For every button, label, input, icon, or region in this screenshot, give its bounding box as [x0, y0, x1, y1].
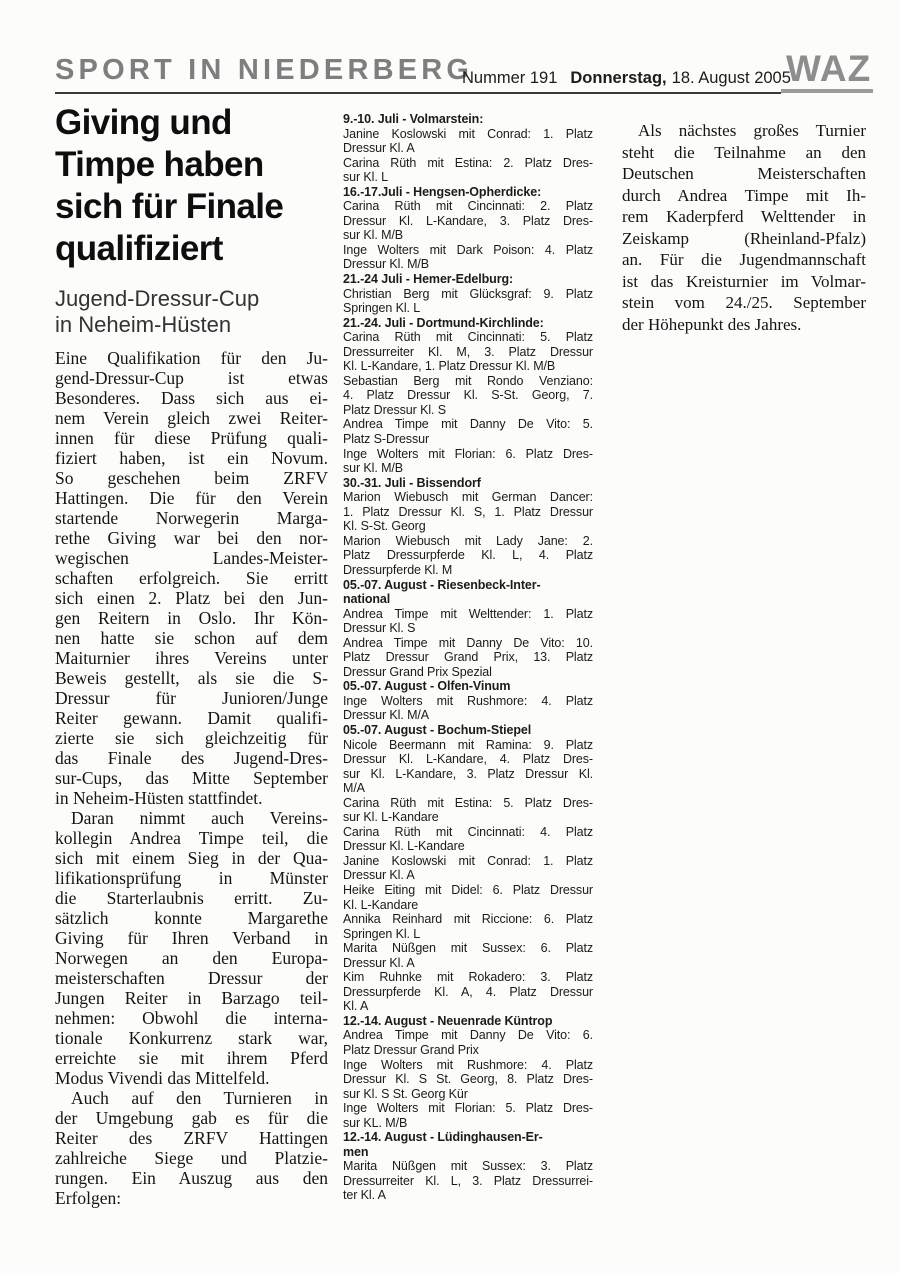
result-section — [343, 316, 593, 476]
result-line: Springen Kl. L — [343, 926, 421, 941]
result-line: Janine Koslowski mit Conrad: 1. Platz — [343, 853, 593, 868]
result-entry — [343, 330, 593, 374]
result-date-header-line: 12.-14. August - Lüdinghausen-Er- — [343, 1130, 543, 1145]
result-entry — [343, 1101, 593, 1130]
result-line: Dressur Kl. A — [343, 955, 415, 970]
result-line: Nicole Beermann mit Ramina: 9. Platz — [343, 737, 593, 752]
body-line: Dressur für Junioren/Junge — [55, 688, 328, 708]
body-line: die Starterlaubnis erritt. Zu- — [55, 888, 328, 908]
body-line: Auch auf den Turnieren in — [71, 1088, 328, 1108]
header-rule-dark — [55, 92, 781, 94]
result-entry — [343, 738, 593, 796]
result-line: Kim Ruhnke mit Rokadero: 3. Platz — [343, 970, 593, 985]
result-date-header-line: men — [343, 1144, 369, 1159]
headline-line: sich für Finale — [55, 187, 284, 226]
body-line: schaften erfolgreich. Sie erritt — [55, 568, 328, 588]
headline — [55, 102, 328, 270]
body-line: innen für diese Prüfung quali- — [55, 428, 328, 448]
result-entry — [343, 636, 593, 680]
result-section — [343, 185, 593, 272]
result-entry — [343, 447, 593, 476]
body-line: zierte sie sich gleichzeitig für — [55, 728, 328, 748]
result-line: Platz Dressur Kl. S — [343, 402, 446, 417]
body-line: So geschehen beim ZRFV — [55, 468, 328, 488]
body-line: nehmen: Obwohl die interna- — [55, 1008, 328, 1028]
body-line: sich einen 2. Platz bei den Jun- — [55, 588, 328, 608]
result-line: Marita Nüßgen mit Sussex: 3. Platz — [343, 1159, 593, 1174]
result-line: Kl. L-Kandare — [343, 897, 419, 912]
body-line: sur-Cups, das Mitte September — [55, 768, 328, 788]
result-line: Carina Rüth mit Cincinnati: 4. Platz — [343, 824, 593, 839]
body-line: der Umgebung gab es für die — [55, 1108, 328, 1128]
result-entry — [343, 825, 593, 854]
result-date-header-line: 05.-07. August - Olfen-Vinum — [343, 679, 511, 694]
result-line: Inge Wolters mit Florian: 6. Platz Dres- — [343, 446, 593, 461]
body-right — [622, 120, 866, 335]
result-entry — [343, 941, 593, 970]
result-entry — [343, 374, 593, 418]
result-entry — [343, 156, 593, 185]
subhead-line: in Neheim-Hüsten — [55, 312, 232, 337]
result-date-header-line: 21.-24. Juli - Dortmund-Kirchlinde: — [343, 315, 544, 330]
result-entry — [343, 243, 593, 272]
result-line: Dressur Grand Prix Spezial — [343, 664, 492, 679]
result-line: Andrea Timpe mit Welttender: 1. Platz — [343, 606, 593, 621]
body-line: lifikationsprüfung in Münster — [55, 868, 328, 888]
result-entry — [343, 1058, 593, 1102]
result-line: Dressur Kl. S St. Georg, 8. Platz Dres- — [343, 1072, 593, 1087]
body-line: zahlreiche Siege und Platzie- — [55, 1148, 328, 1168]
article-left-column — [55, 102, 328, 1208]
result-entry — [343, 417, 593, 446]
result-line: sur Kl. L-Kandare, 3. Platz Dressur Kl. — [343, 766, 593, 781]
body-line: meisterschaften Dressur der — [55, 968, 328, 988]
body-line: wegischen Landes-Meister- — [55, 548, 328, 568]
body-line: durch Andrea Timpe mit Ih- — [622, 185, 866, 205]
body-line: Eine Qualifikation für den Ju- — [55, 348, 328, 368]
result-section — [343, 272, 593, 316]
body-line: Hattingen. Die für den Verein — [55, 488, 328, 508]
result-line: Dressur Kl. A — [343, 141, 415, 156]
subhead — [55, 286, 328, 338]
body-line: Reiter des ZRFV Hattingen — [55, 1128, 328, 1148]
result-line: Carina Rüth mit Estina: 2. Platz Dres- — [343, 155, 593, 170]
result-line: Platz Dressur Grand Prix — [343, 1043, 479, 1057]
result-date-header-line: 05.-07. August - Riesenbeck-Inter- — [343, 577, 541, 592]
result-entry — [343, 694, 593, 723]
paragraph — [55, 348, 328, 808]
result-entry — [343, 883, 593, 912]
headline-line: Giving und — [55, 103, 232, 142]
body-line: tionale Konkurrenz stark war, — [55, 1028, 328, 1048]
result-line: Heike Eiting mit Didel: 6. Platz Dressur — [343, 882, 593, 897]
result-line: Kl. S-St. Georg — [343, 519, 426, 534]
result-line: sur Kl. L-Kandare — [343, 810, 439, 825]
result-entry — [343, 1028, 593, 1057]
paragraph — [55, 808, 328, 1088]
result-line: Inge Wolters mit Rushmore: 4. Platz — [343, 1057, 593, 1072]
body-line: rem Kaderpferd Welttender in — [622, 207, 866, 226]
result-line: Kl. A — [343, 999, 369, 1014]
body-line: fiziert haben, ist ein Novum. — [55, 448, 328, 468]
result-line: sur Kl. M/B — [343, 228, 404, 243]
result-entry — [343, 1159, 593, 1203]
result-line: Springen Kl. L — [343, 301, 421, 316]
body-line: nem Verein gleich zwei Reiter- — [55, 408, 328, 428]
result-line: Christian Berg mit Glücksgraf: 9. Platz — [343, 286, 593, 301]
result-line: Janine Koslowski mit Conrad: 1. Platz — [343, 126, 593, 141]
result-line: Annika Reinhard mit Riccione: 6. Platz — [343, 912, 593, 927]
body-line: Daran nimmt auch Vereins- — [71, 808, 328, 828]
body-line: Norwegen an den Europa- — [55, 948, 328, 968]
result-line: Dressurreiter Kl. L, 3. Platz Dressurrei- — [343, 1173, 593, 1188]
result-line: Dressur Kl. L-Kandare, 4. Platz Dres- — [343, 752, 593, 767]
result-line: Marion Wiebusch mit German Dancer: — [343, 490, 593, 505]
body-line: in Neheim-Hüsten stattfindet. — [55, 788, 263, 808]
body-line: gen Reitern in Oslo. Ihr Kön- — [55, 608, 328, 628]
result-section — [343, 112, 593, 185]
body-line: gend-Dressur-Cup ist etwas — [55, 368, 328, 388]
result-entry — [343, 199, 593, 243]
result-section — [343, 578, 593, 680]
result-line: Dressurreiter Kl. M, 3. Platz Dressur — [343, 344, 593, 359]
body-line: der Höhepunkt des Jahres. — [622, 314, 802, 334]
body-line: Giving für Ihren Verband in — [55, 928, 328, 948]
result-line: Carina Rüth mit Cincinnati: 5. Platz — [343, 330, 593, 345]
body-line: stein vom 24./25. September — [622, 293, 866, 312]
weekday: Donnerstag, — [570, 69, 667, 87]
body-line: an. Für die Jugendmannschaft — [622, 250, 866, 269]
result-date-header-line: 21.-24 Juli - Hemer-Edelburg: — [343, 272, 514, 287]
result-date-header-line: 9.-10. Juli - Volmarstein: — [343, 112, 484, 126]
body-line: Reiter gewann. Damit qualifi- — [55, 708, 328, 728]
result-entry — [343, 912, 593, 941]
result-line: Andrea Timpe mit Danny De Vito: 6. — [343, 1028, 593, 1043]
body-line: Deutschen Meisterschaften — [622, 164, 866, 183]
result-line: Carina Rüth mit Estina: 5. Platz Dres- — [343, 795, 593, 810]
result-entry — [343, 287, 593, 316]
result-line: Dressurpferde Kl. M — [343, 562, 453, 577]
result-line: Kl. L-Kandare, 1. Platz Dressur Kl. M/B — [343, 359, 556, 374]
result-line: Carina Rüth mit Cincinnati: 2. Platz — [343, 199, 593, 214]
result-line: Inge Wolters mit Dark Poison: 4. Platz — [343, 242, 593, 257]
result-date-header-line: national — [343, 592, 391, 607]
result-date-header-line: 16.-17.Juli - Hengsen-Opherdicke: — [343, 184, 542, 199]
result-line: Inge Wolters mit Florian: 5. Platz Dres- — [343, 1101, 593, 1116]
issue-date: 18. August 2005 — [671, 69, 791, 87]
body-line: sich mit einem Sieg in der Qua- — [55, 848, 328, 868]
result-date-header-line: 05.-07. August - Bochum-Stiepel — [343, 722, 532, 737]
body-line: Beweis gestellt, als sie die S- — [55, 668, 328, 688]
result-entry — [343, 796, 593, 825]
body-line: Modus Vivendi das Mittelfeld. — [55, 1068, 270, 1088]
result-line: Platz Dressur Grand Prix, 13. Platz — [343, 650, 593, 665]
result-line: Inge Wolters mit Rushmore: 4. Platz — [343, 693, 593, 708]
body-line: kollegin Andrea Timpe teil, die — [55, 828, 328, 848]
body-line: Besonderes. Dass sich aus ei- — [55, 388, 328, 408]
result-entry — [343, 127, 593, 156]
body-line: Zeiskamp (Rheinland-Pfalz) — [622, 228, 866, 248]
body-left — [55, 348, 328, 1208]
result-entry — [343, 490, 593, 534]
body-line: ist das Kreisturnier im Volmar- — [622, 271, 866, 291]
result-line: Dressur Kl. L-Kandare, 3. Platz Dres- — [343, 213, 593, 228]
result-entry — [343, 607, 593, 636]
result-line: sur Kl. S St. Georg Kür — [343, 1086, 468, 1101]
result-line: sur Kl. L — [343, 170, 388, 185]
result-line: Sebastian Berg mit Rondo Venziano: — [343, 373, 593, 388]
body-line: steht die Teilnahme an den — [622, 142, 866, 162]
paragraph — [622, 120, 866, 335]
body-line: nen hatte sie schon auf dem — [55, 628, 328, 648]
result-section — [343, 1014, 593, 1130]
result-line: 1. Platz Dressur Kl. S, 1. Platz Dressur — [343, 504, 593, 519]
waz-logo: WAZ — [786, 48, 872, 89]
body-line: Als nächstes großes Turnier — [638, 121, 866, 140]
headline-line: Timpe haben — [55, 145, 264, 184]
issue-line — [462, 69, 791, 88]
result-date-header-line: 30.-31. Juli - Bissendorf — [343, 475, 481, 490]
result-line: ter Kl. A — [343, 1188, 386, 1203]
body-line: Maiturnier ihres Vereins unter — [55, 648, 328, 668]
body-line: rungen. Ein Auszug aus den — [55, 1168, 328, 1188]
result-line: 4. Platz Dressur Kl. S-St. Georg, 7. — [343, 388, 593, 403]
paragraph — [55, 1088, 328, 1208]
body-line: sätzlich konnte Margarethe — [55, 908, 328, 928]
section-title: SPORT IN NIEDERBERG — [55, 54, 474, 86]
result-line: M/A — [343, 781, 365, 796]
body-line: erreichte sie mit ihrem Pferd — [55, 1048, 328, 1068]
body-line: das Finale des Jugend-Dres- — [55, 748, 328, 768]
result-line: Platz Dressurpferde Kl. L, 4. Platz — [343, 548, 593, 563]
result-line: Dressur Kl. S — [343, 621, 416, 636]
body-line: startende Norwegerin Marga- — [55, 508, 328, 528]
result-line: Andrea Timpe mit Danny De Vito: 10. — [343, 635, 593, 650]
result-section — [343, 1130, 593, 1203]
result-line: Dressur Kl. M/B — [343, 257, 430, 272]
result-line: sur KL. M/B — [343, 1115, 408, 1130]
result-line: Dressur Kl. M/A — [343, 708, 430, 723]
body-line: rethe Giving war bei den nor- — [55, 528, 328, 548]
result-entry — [343, 854, 593, 883]
result-line: Dressurpferde Kl. A, 4. Platz Dressur — [343, 984, 593, 999]
body-line: Jungen Reiter in Barzago teil- — [55, 988, 328, 1008]
result-line: Marita Nüßgen mit Sussex: 6. Platz — [343, 941, 593, 956]
result-line: Platz S-Dressur — [343, 432, 430, 447]
issue-number: Nummer 191 — [462, 69, 558, 87]
article-right-column — [622, 120, 866, 335]
result-entry — [343, 970, 593, 1014]
result-section — [343, 679, 593, 723]
result-line: Marion Wiebusch mit Lady Jane: 2. — [343, 533, 593, 548]
result-section — [343, 723, 593, 1014]
results-column — [343, 112, 593, 1203]
result-entry — [343, 534, 593, 578]
body-line: Erfolgen: — [55, 1188, 122, 1208]
result-section — [343, 476, 593, 578]
headline-line: qualifiziert — [55, 229, 223, 268]
subhead-line: Jugend-Dressur-Cup — [55, 286, 260, 311]
header-rule-gray — [781, 89, 873, 93]
result-line: sur Kl. M/B — [343, 461, 404, 476]
result-line: Andrea Timpe mit Danny De Vito: 5. — [343, 417, 593, 432]
result-line: Dressur Kl. L-Kandare — [343, 839, 465, 854]
result-line: Dressur Kl. A — [343, 868, 415, 883]
result-date-header-line: 12.-14. August - Neuenrade Küntrop — [343, 1013, 553, 1028]
